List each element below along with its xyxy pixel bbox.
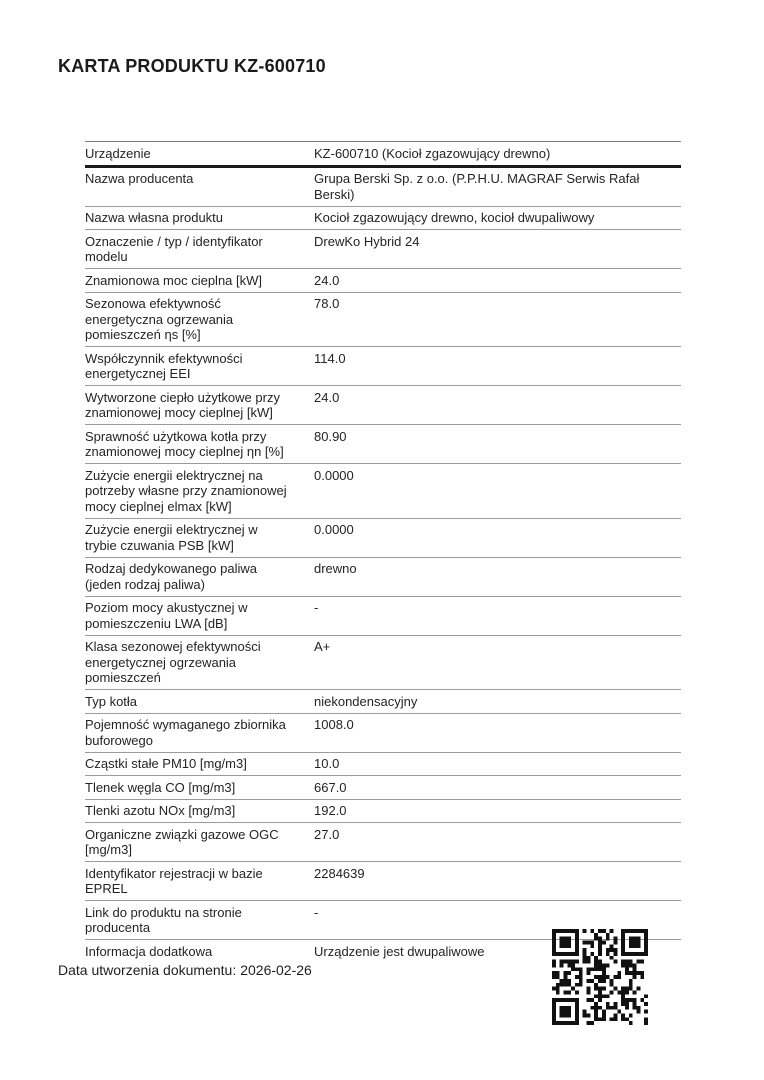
created-date-value: 2026-02-26 — [240, 962, 312, 978]
table-row — [85, 519, 681, 558]
row-label: Urządzenie — [85, 145, 151, 161]
qr-code-svg — [552, 929, 648, 1025]
table-row — [85, 558, 681, 597]
row-value: - — [314, 904, 319, 920]
row-label: Oznaczenie / typ / identyfikator modelu — [85, 233, 263, 264]
row-value: Kocioł zgazowujący drewno, kocioł dwupaliwowy — [314, 210, 595, 225]
table-row — [85, 714, 681, 753]
table-row — [85, 690, 681, 714]
table-row — [85, 168, 681, 207]
row-label: Identyfikator rejestracji w bazie EPREL — [85, 865, 263, 896]
row-label: Cząstki stałe PM10 [mg/m3] — [85, 756, 247, 771]
row-value: DrewKo Hybrid 24 — [314, 233, 420, 249]
row-value: niekondensacyjny — [314, 693, 418, 709]
table-row — [85, 293, 681, 348]
row-value: 24.0 — [314, 389, 340, 405]
table-row — [85, 142, 681, 168]
table-row — [85, 823, 681, 862]
table-row — [85, 347, 681, 386]
row-value: KZ-600710 (Kocioł zgazowujący drewno) — [314, 145, 551, 161]
product-table — [85, 141, 681, 963]
table-row — [85, 862, 681, 901]
row-label: Tlenek węgla CO [mg/m3] — [85, 779, 236, 795]
row-label: Link do produktu na stronie producenta — [85, 904, 242, 935]
table-row — [85, 776, 681, 800]
row-value: drewno — [314, 561, 357, 576]
row-value: 27.0 — [314, 826, 340, 842]
table-row — [85, 800, 681, 824]
row-label: Sezonowa efektywność energetyczna ogrzewania pomieszczeń ηs [%] — [85, 296, 234, 342]
table-row — [85, 207, 681, 231]
row-value: 1008.0 — [314, 717, 354, 732]
row-label: Sprawność użytkowa kotła przy znamionowej mocy cieplnej ηn [%] — [85, 428, 284, 459]
row-label: Współczynnik efektywności energetycznej EEI — [85, 350, 243, 381]
table-row — [85, 425, 681, 464]
row-value: 0.0000 — [314, 467, 354, 483]
row-value: 78.0 — [314, 296, 340, 311]
table-row — [85, 597, 681, 636]
table-row — [85, 636, 681, 691]
row-value: 667.0 — [314, 779, 347, 795]
row-label: Pojemność wymaganego zbiornika buforowego — [85, 717, 286, 748]
row-label: Informacja dodatkowa — [85, 943, 213, 959]
row-value: Urządzenie jest dwupaliwowe — [314, 943, 485, 959]
created-date-label: Data utworzenia dokumentu: — [58, 962, 237, 978]
document-created-date — [58, 962, 312, 978]
row-value: 114.0 — [314, 350, 346, 366]
table-row — [85, 386, 681, 425]
qr-code-icon — [552, 929, 648, 1025]
row-value: - — [314, 600, 319, 615]
row-value: 0.0000 — [314, 522, 354, 537]
row-label: Poziom mocy akustycznej w pomieszczeniu LWA [dB] — [85, 600, 248, 631]
row-label: Zużycie energii elektrycznej na potrzeby własne przy znamionowej mocy cieplnej elmax [kW] — [85, 467, 287, 514]
row-label: Wytworzone ciepło użytkowe przy znamionowej mocy cieplnej [kW] — [85, 389, 280, 420]
table-row — [85, 230, 681, 269]
row-label: Rodzaj dedykowanego paliwa (jeden rodzaj paliwa) — [85, 561, 258, 592]
row-value: 192.0 — [314, 803, 347, 818]
row-label: Organiczne związki gazowe OGC [mg/m3] — [85, 826, 279, 857]
row-label: Nazwa własna produktu — [85, 210, 224, 225]
row-value: 2284639 — [314, 865, 365, 881]
table-row — [85, 269, 681, 293]
row-label: Znamionowa moc cieplna [kW] — [85, 272, 263, 288]
row-value: Grupa Berski Sp. z o.o. (P.P.H.U. MAGRAF Serwis Rafał Berski) — [314, 171, 640, 202]
row-label: Typ kotła — [85, 693, 138, 709]
row-value: 24.0 — [314, 272, 340, 288]
table-row — [85, 464, 681, 519]
row-label: Nazwa producenta — [85, 171, 194, 186]
row-value: 80.90 — [314, 428, 347, 444]
row-label: Klasa sezonowej efektywności energetycznej ogrzewania pomieszczeń — [85, 639, 261, 685]
row-label: Zużycie energii elektrycznej w trybie czuwania PSB [kW] — [85, 522, 258, 553]
table-row — [85, 753, 681, 777]
row-value: A+ — [314, 639, 331, 654]
row-label: Tlenki azotu NOx [mg/m3] — [85, 803, 236, 818]
row-value: 10.0 — [314, 756, 340, 771]
page-title: KARTA PRODUKTU KZ-600710 — [58, 56, 326, 76]
